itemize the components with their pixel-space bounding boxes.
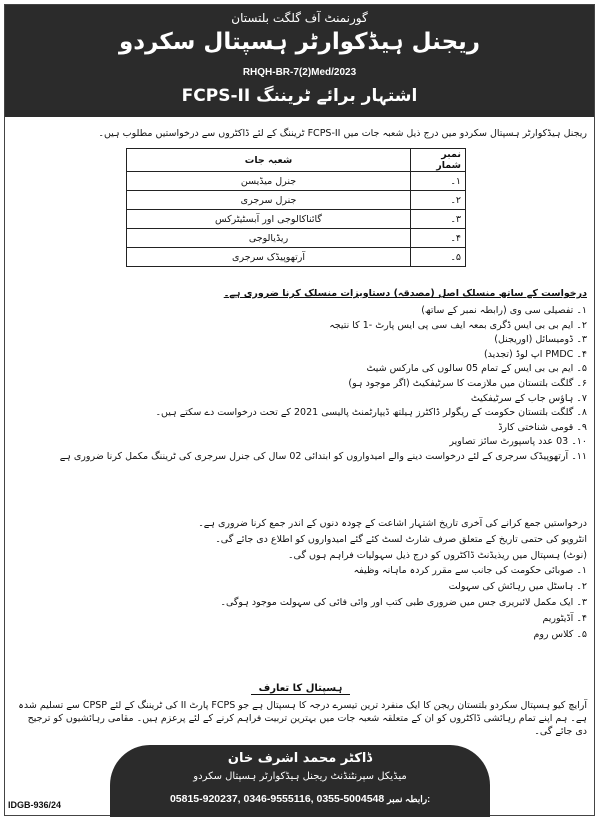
row-number: ۵۔	[411, 248, 466, 267]
row-number: ۲۔	[411, 191, 466, 210]
note-line: ۵۔ کلاس روم	[533, 628, 587, 640]
note-line: ۱۔ صوبائی حکومت کی جانب سے مقرر کردہ ماہانہ وظیفہ	[353, 565, 587, 577]
idgb-code: IDGB-936/24	[8, 800, 62, 810]
hospital-title: ریجنل ہیڈکوارٹر ہسپتال سکردو	[118, 29, 481, 55]
list-item: ۵۔ ایم بی بی ایس کے تمام 05 سالوں کی مارکس شیٹ	[366, 363, 587, 375]
note-line: درخواستیں جمع کرانے کی آخری تاریخ اشتہار اشاعت کے چودہ دنوں کے اندر جمع کرنا ضروری ہے۔	[198, 518, 587, 529]
row-number: ۱۔	[411, 172, 466, 191]
list-item: ۳۔ ڈومیسائل (اوریجنل)	[494, 334, 587, 346]
documents-list	[14, 305, 587, 465]
row-number: ۴۔	[411, 229, 466, 248]
row-number: ۳۔	[411, 210, 466, 229]
row-department: جنرل میڈیسن	[127, 172, 411, 191]
row-department: گائناکالوجی اور آبسٹیٹرکس	[127, 210, 411, 229]
list-item: ۷۔ ہاؤس جاب کے سرٹیفکیٹ	[470, 392, 587, 404]
list-item: ۱۱۔ آرتھوپیڈک سرجری کے لئے درخواست دینے والے امیدواروں کو ابتدائی 02 سال کی جنرل سرجری کی ٹریننگ مکمل کرنا ضروری ہے	[59, 450, 587, 462]
column-header-department: شعبہ جات	[127, 149, 411, 172]
table-row	[127, 210, 466, 229]
table-row	[127, 229, 466, 248]
signatory-title: میڈیکل سپرنٹنڈنٹ ریجنل ہیڈکوارٹر ہسپتال سکردو	[193, 771, 407, 782]
row-department: آرتھوپیڈک سرجری	[127, 248, 411, 267]
closing-paragraph: آرایچ کیو ہسپتال سکردو بلتستان ریجن کا ایک منفرد ترین تیسرے درجہ کا ہسپتال ہے جو FCPS پارٹ II کی ٹریننگ کے لئے CPSP سے تسلیم شدہ ہے۔ ہم اپنے تمام رہائشی ڈاکٹروں کو ان کے متعلقہ شعبہ جات میں بہترین تربیت فراہم کرنے کے لئے پرعزم ہیں۔ مقامی رہائشیوں کو ترجیح دی جائے گی۔	[18, 700, 587, 737]
table-row	[127, 248, 466, 267]
signatory-name: ڈاکٹر محمد اشرف خان	[227, 751, 373, 766]
row-department: ریڈیالوجی	[127, 229, 411, 248]
note-line: ۳۔ ایک مکمل لائبریری جس میں ضروری طبی کتب اور وائی فائی کی سہولت موجود ہوگی۔	[220, 597, 587, 609]
hospital-intro-heading-text: ہسپتال کا تعارف	[251, 683, 351, 695]
contact-phones	[110, 793, 490, 805]
notes-section	[14, 518, 587, 645]
table-header-row	[127, 149, 466, 172]
list-item: ۴۔ PMDC اپ لوڈ (تجدید)	[483, 348, 587, 360]
list-item: ۶۔ گلگت بلتستان میں ملازمت کا سرٹیفکیٹ (اگر موجود ہو)	[348, 377, 587, 389]
signature-block	[110, 745, 490, 817]
note-line: (نوٹ) ہسپتال میں ریذیڈنٹ ڈاکٹروں کو درج ذیل سہولیات فراہم ہوں گی۔	[287, 549, 587, 561]
table-row	[127, 172, 466, 191]
list-item: ۱۔ تفصیلی سی وی (رابطہ نمبر کے ساتھ)	[421, 305, 587, 316]
note-line: انٹرویو کی حتمی تاریخ کے متعلق صرف شارٹ لسٹ کئے گئے امیدواروں کو اطلاع دی جائے گی۔	[215, 533, 587, 545]
departments-table	[126, 148, 466, 267]
hospital-intro-heading	[0, 683, 601, 694]
list-item: ۱۰۔ 03 عدد پاسپورٹ سائز تصاویر	[449, 436, 587, 448]
contact-phone-numbers: 05815-920237, 0346-9555116, 0355-5004548	[169, 793, 385, 805]
list-item: ۸۔ گلگت بلتستان حکومت کے ریگولر ڈاکٹرز ہیلتھ ڈیپارٹمنٹ پالیسی 2021 کے تحت درخواست دے سکتے ہیں۔	[155, 407, 587, 419]
note-line: ۴۔ آڈیٹوریم	[542, 612, 587, 624]
government-label: گورنمنٹ آف گلگت بلتستان	[231, 11, 368, 25]
intro-text: ریجنل ہیڈکوارٹر ہسپتال سکردو میں درج ذیل شعبہ جات میں FCPS-II ٹریننگ کے لئے ڈاکٹروں سے درخواستیں مطلوب ہیں۔	[98, 128, 587, 139]
row-department: جنرل سرجری	[127, 191, 411, 210]
advert-heading: اشتہار برائے ٹریننگ FCPS-II	[181, 86, 418, 106]
column-header-number: نمبر شمار	[411, 149, 466, 172]
documents-heading: درخواست کے ساتھ منسلک اصل (مصدقہ) دستاویزات منسلک کرنا ضروری ہے۔	[223, 288, 587, 299]
reference-number: RHQH-BR-7(2)Med/2023	[242, 67, 357, 78]
list-item: ۹۔ قومی شناختی کارڈ	[498, 421, 587, 433]
contact-label: رابطہ نمبر:	[387, 794, 431, 804]
header-banner	[5, 5, 594, 117]
note-line: ۲۔ ہاسٹل میں رہائش کی سہولت	[448, 581, 587, 593]
table-row	[127, 191, 466, 210]
list-item: ۲۔ ایم بی بی ایس ڈگری بمعہ ایف سی پی ایس پارٹ -1 کا نتیجہ	[329, 319, 587, 331]
